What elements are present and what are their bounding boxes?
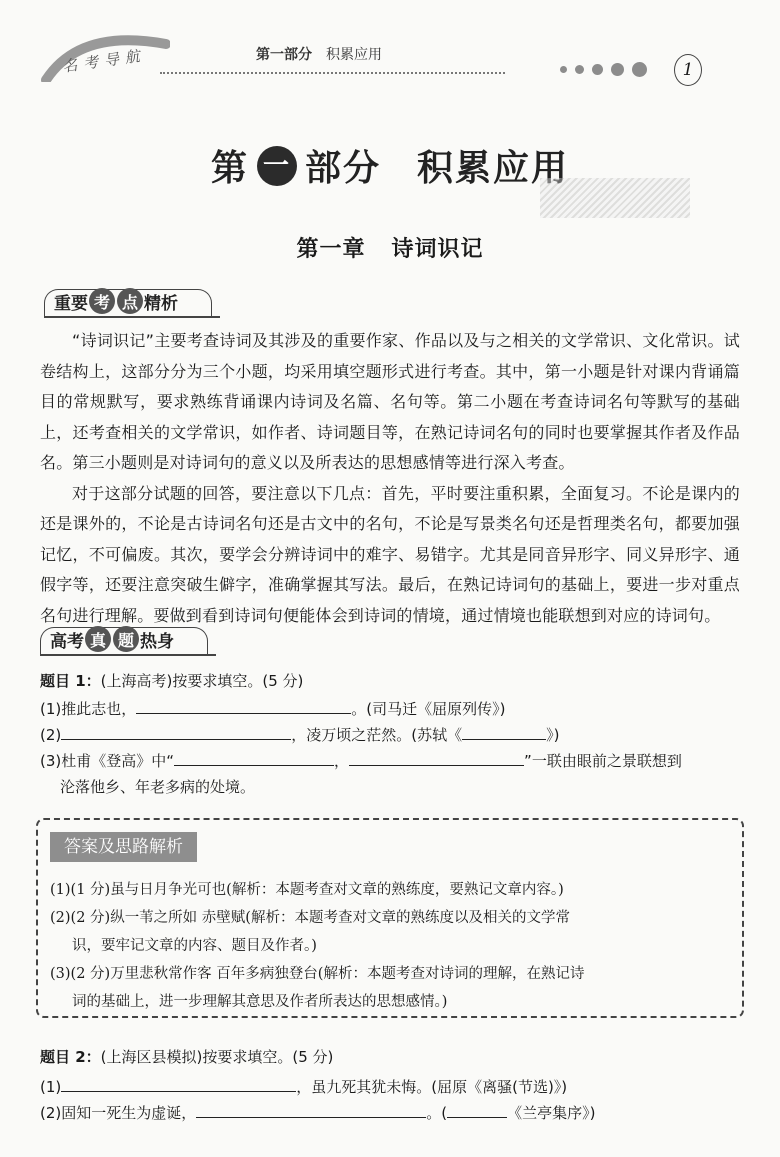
dot-icon: [592, 64, 603, 75]
part-number-circle: 一: [257, 146, 297, 186]
part-title-name: 积累应用: [417, 148, 570, 189]
dot-icon: [611, 63, 624, 76]
question-text: (3)杜甫《登高》中“: [40, 752, 175, 770]
question-text: 》): [546, 726, 560, 744]
section-tab-text-b: 热身: [140, 631, 174, 652]
question-1-heading: [40, 670, 303, 691]
answer-blank[interactable]: [174, 751, 334, 766]
chapter-label: 第一章: [296, 237, 366, 262]
section-tab-real-exam: [40, 624, 216, 654]
analysis-text: [40, 326, 740, 631]
answer-blank[interactable]: [61, 725, 291, 740]
section-badge: 真: [85, 626, 111, 652]
chapter-title: [0, 232, 780, 263]
question-text: (1): [40, 1078, 62, 1096]
section-tab-text-a: 高考: [50, 631, 84, 652]
answer-line: 识，要牢记文章的内容、题目及作者。): [72, 938, 317, 954]
answer-blank[interactable]: [196, 1103, 426, 1118]
question-text: 。(司马迁《屈原列传》): [351, 700, 506, 718]
question-1-line-3: [40, 750, 682, 771]
dot-icon: [575, 65, 584, 74]
header-section-label: 第一部分: [256, 47, 312, 63]
question-text: 。(: [426, 1104, 448, 1122]
part-title-prefix: 第: [210, 148, 249, 189]
answer-line: 词的基础上，进一步理解其意思及作者所表达的思想感情。): [72, 994, 448, 1010]
answer-blank[interactable]: [447, 1103, 507, 1118]
part-title-suffix: 部分: [304, 148, 381, 189]
answer-line: (2)(2 分)纵一苇之所如 赤壁赋(解析：本题考查对文章的熟练度以及相关的文学常: [50, 910, 570, 926]
dot-icon: [632, 62, 647, 77]
question-2-line-2: [40, 1102, 595, 1123]
question-text: (1)推此志也，: [40, 700, 137, 718]
question-text: ，: [334, 752, 350, 770]
section-tab-key-points: [44, 286, 220, 316]
answer-box-title: 答案及思路解析: [50, 832, 197, 862]
question-1-line-1: [40, 698, 505, 719]
question-number: 题目 2：: [40, 1048, 101, 1066]
part-title: [211, 140, 569, 191]
analysis-paragraph: “诗词识记”主要考查诗词及其涉及的重要作家、作品以及与之相关的文学常识、文化常识。试卷结构上，这部分分为三个小题，均采用填空题形式进行考查。其中，第一小题是针对课内背诵篇目的常规默写，要求熟练背诵课内诗词及名篇、名句等。第二小题在考查诗词名句等默写的基础上，还考查相关的文学常识，如作者、诗词题目等，在熟记诗词名句的同时也要掌握其作者及作品名。第三小题则是对诗词句的意义以及所表达的思想感情等进行深入考查。: [40, 331, 740, 472]
question-text: (2)固知一死生为虚诞，: [40, 1104, 197, 1122]
question-source: (上海区县模拟)按要求填空。(5 分): [100, 1048, 334, 1066]
chapter-name: 诗词识记: [391, 237, 484, 262]
answer-blank[interactable]: [136, 699, 351, 714]
question-2-line-1: [40, 1076, 567, 1097]
header-title: [256, 44, 382, 64]
question-text: 沦落他乡、年老多病的处境。: [60, 778, 256, 796]
header-dots-decoration: [560, 62, 647, 76]
question-text: ”一联由眼前之景联想到: [524, 752, 682, 770]
section-badge: 题: [113, 626, 139, 652]
header-dotted-rule: [160, 72, 505, 74]
question-2-heading: [40, 1046, 333, 1067]
question-text: ，凌万顷之茫然。(苏轼《: [291, 726, 463, 744]
section-tab-text-b: 精析: [144, 293, 178, 314]
question-1-line-4: [60, 776, 255, 797]
question-source: (上海高考)按要求填空。(5 分): [100, 672, 304, 690]
answer-line: (3)(2 分)万里悲秋常作客 百年多病独登台(解析：本题考查对诗词的理解，在熟记诗: [50, 966, 585, 982]
question-text: 《兰亭集序》): [507, 1104, 596, 1122]
page-number: 1: [674, 54, 702, 86]
answer-blank[interactable]: [349, 751, 524, 766]
dot-icon: [560, 66, 567, 73]
question-1-line-2: [40, 724, 559, 745]
question-text: ，虽九死其犹未悔。(屈原《离骚(节选)》): [296, 1078, 568, 1096]
answer-blank[interactable]: [61, 1077, 296, 1092]
faded-stamp-decoration: [540, 178, 690, 218]
answer-blank[interactable]: [462, 725, 546, 740]
section-badge: 点: [117, 288, 143, 314]
question-text: (2): [40, 726, 62, 744]
answer-line: (1)(1 分)虽与日月争光可也(解析：本题考查对文章的熟练度，要熟记文章内容。): [50, 882, 564, 898]
section-badge: 考: [89, 288, 115, 314]
section-tab-text-a: 重要: [54, 293, 88, 314]
header-logo-text: 名考导航: [61, 46, 147, 76]
analysis-paragraph: 对于这部分试题的回答，要注意以下几点：首先，平时要注重积累，全面复习。不论是课内的还是课外的，不论是古诗词名句还是古文中的名句，不论是写景类名句还是哲理类名句，都要加强记忆，不可偏废。其次，要学会分辨诗词中的难字、易错字。尤其是同音异形字、同义异形字、通假字等，还要注意突破生僻字，准确掌握其写法。最后，在熟记诗词句的基础上，要进一步对重点名句进行理解。要做到看到诗词句便能体会到诗词的情境，通过情境也能联想到对应的诗词句。: [40, 483, 740, 625]
header-section-name: 积累应用: [326, 47, 382, 63]
question-number: 题目 1：: [40, 672, 101, 690]
